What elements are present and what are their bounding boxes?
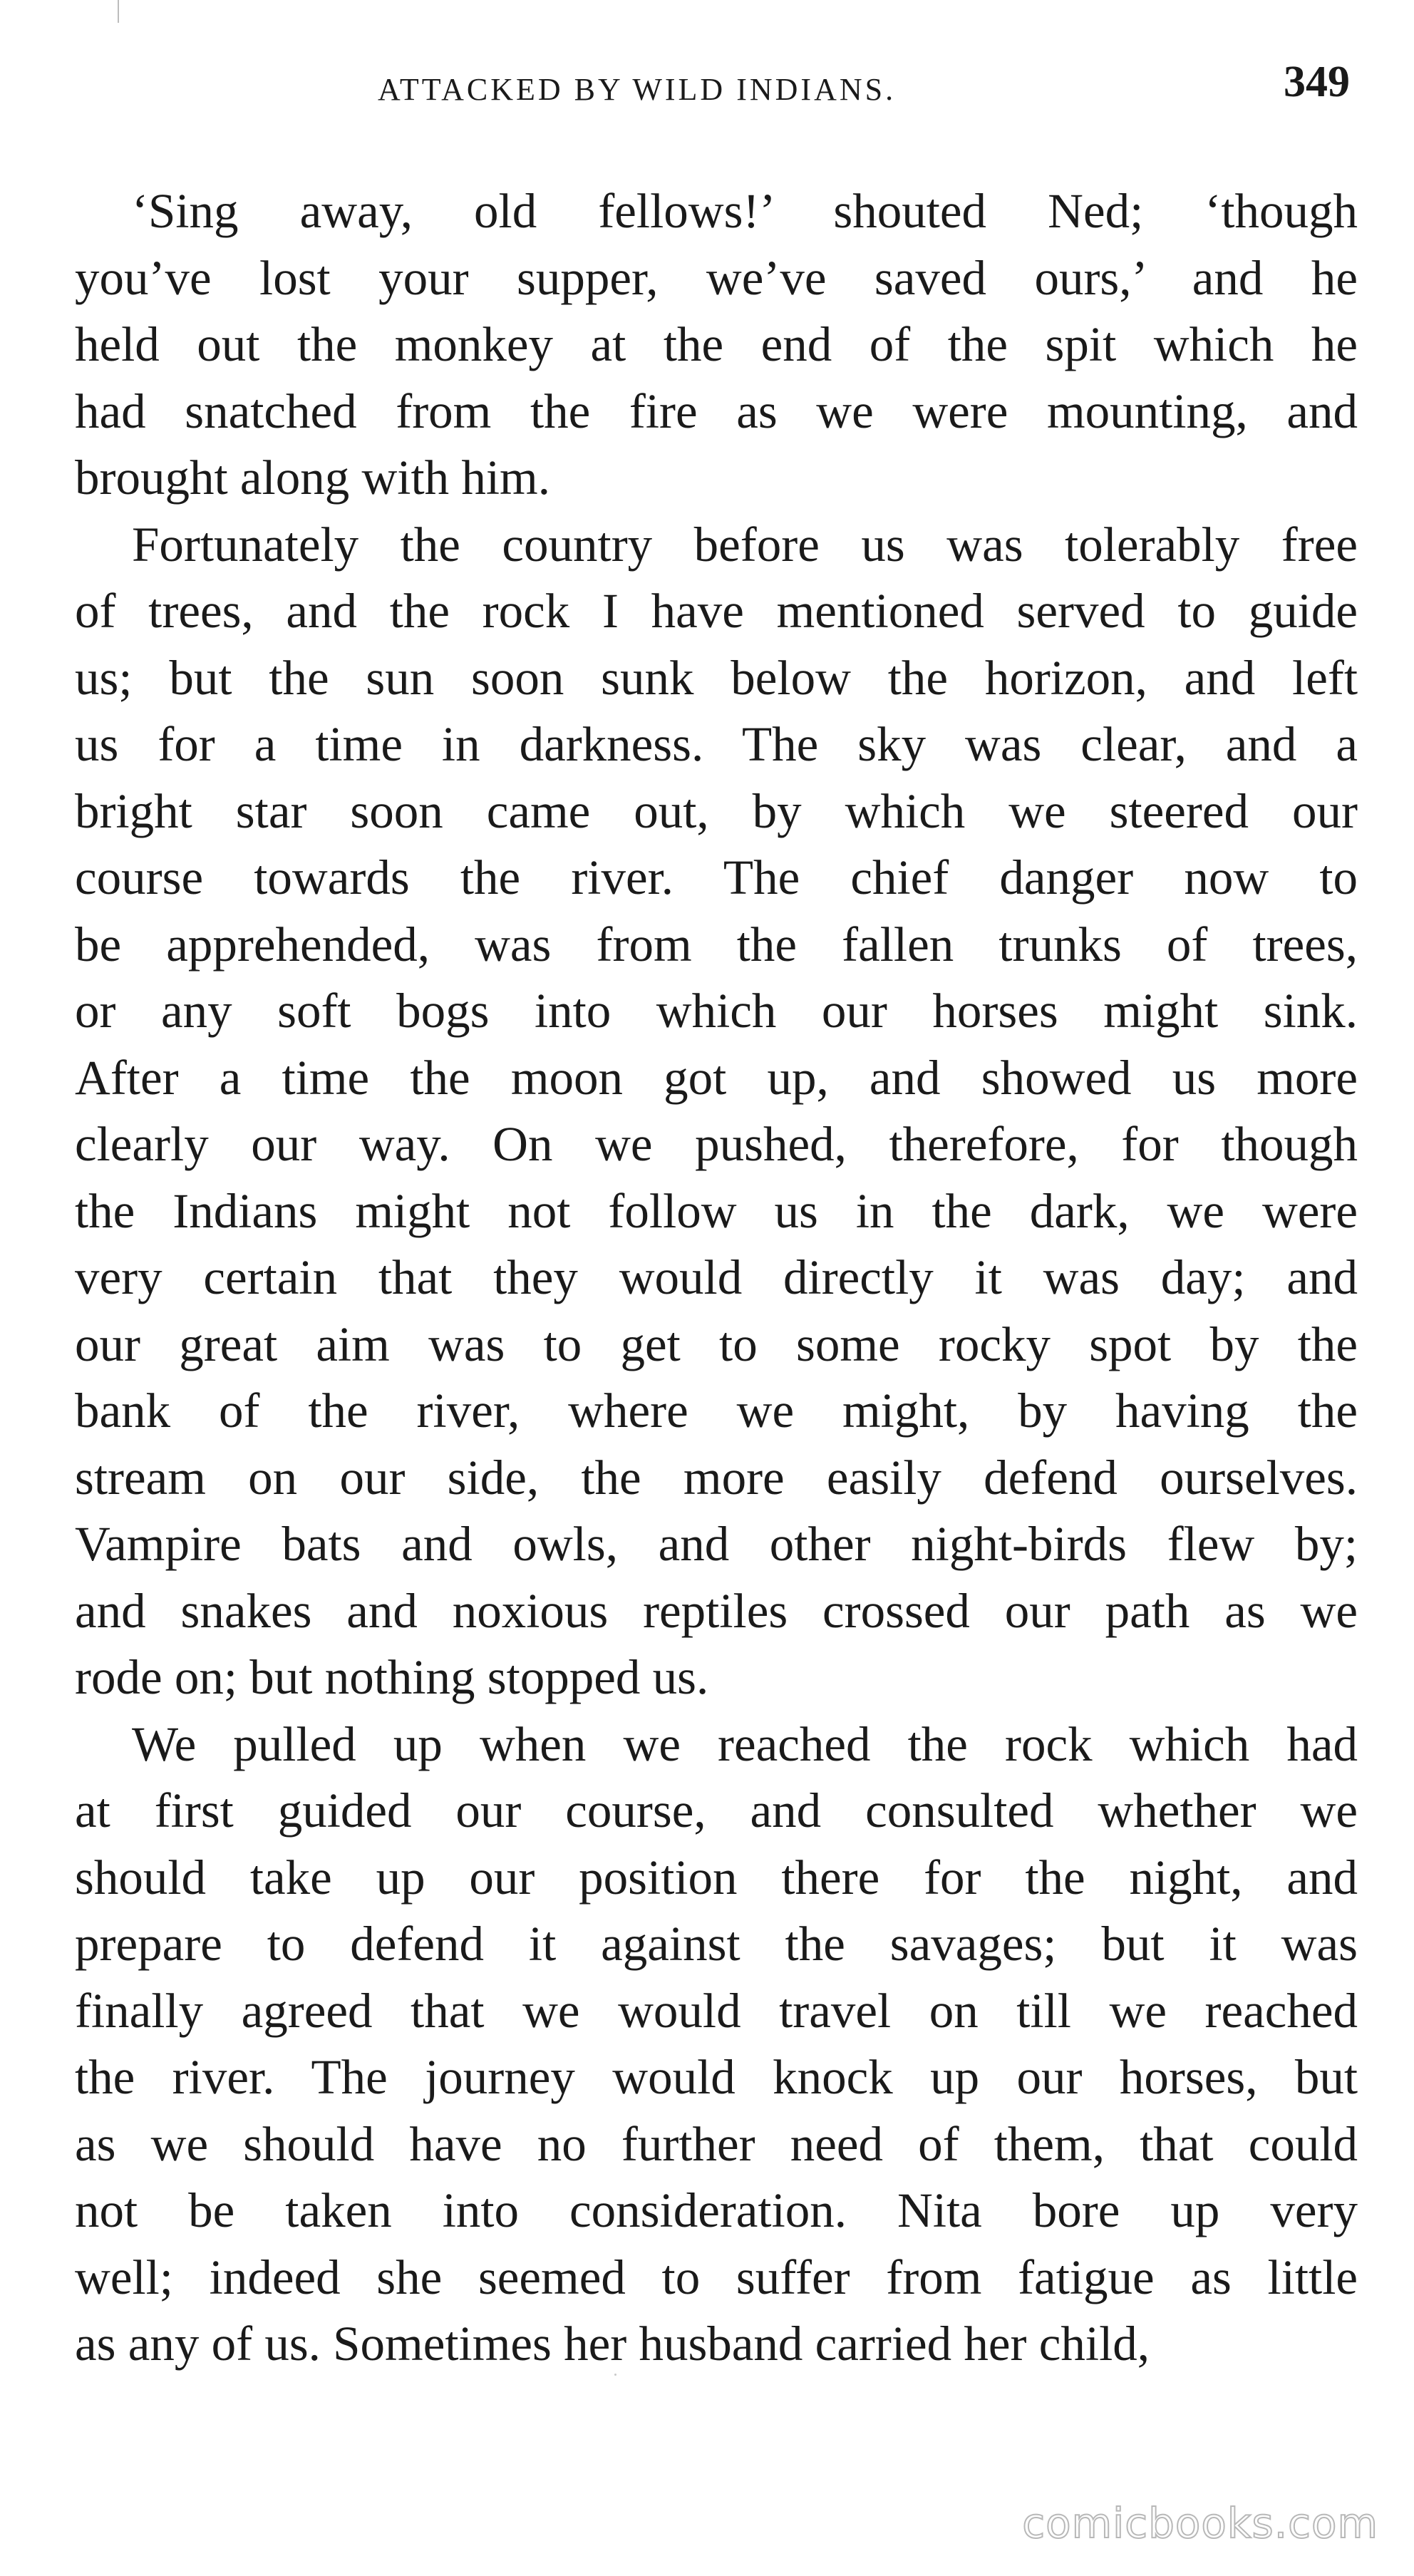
text-line: be apprehended, was from the fallen trunks of trees, [75, 917, 1358, 972]
text-line: bright star soon came out, by which we steered our [75, 783, 1358, 838]
text-line: ‘Sing away, old fellows!’ shouted Ned; ‘though [132, 184, 1358, 238]
text-line: rode on; but nothing stopped us. [75, 1650, 709, 1704]
watermark: comicbooks.com [1022, 2499, 1378, 2547]
print-speck [614, 2374, 616, 2376]
text-line: course towards the river. The chief danger now to [75, 850, 1358, 905]
text-line: After a time the moon got up, and showed us more [75, 1050, 1358, 1105]
text-line: you’ve lost your supper, we’ve saved ours,’ and he [75, 250, 1358, 305]
body-text [75, 178, 1358, 2378]
text-line: not be taken into consideration. Nita bore up very [75, 2183, 1358, 2237]
text-line: or any soft bogs into which our horses might sink. [75, 984, 1358, 1038]
running-title: ATTACKED BY WILD INDIANS. [378, 72, 897, 107]
text-line: brought along with him. [75, 450, 550, 505]
text-line: our great aim was to get to some rocky spot by the [75, 1317, 1358, 1371]
text-line: stream on our side, the more easily defend ourselves. [75, 1450, 1358, 1505]
paragraph [75, 512, 1358, 1711]
text-line: of trees, and the rock I have mentioned served to guide [75, 584, 1358, 638]
text-line: We pulled up when we reached the rock which had [132, 1716, 1358, 1771]
text-line: held out the monkey at the end of the spit which he [75, 317, 1358, 371]
text-line: the Indians might not follow us in the dark, we were [75, 1183, 1358, 1238]
text-line: clearly our way. On we pushed, therefore, for though [75, 1117, 1358, 1171]
text-line: us for a time in darkness. The sky was clear, and a [75, 717, 1358, 771]
text-line: prepare to defend it against the savages; but it was [75, 1917, 1358, 1971]
page-number: 349 [1284, 58, 1350, 106]
text-line: had snatched from the fire as we were mounting, and [75, 383, 1358, 438]
text-line: bank of the river, where we might, by having the [75, 1384, 1358, 1438]
text-line: should take up our position there for the night, and [75, 1850, 1358, 1905]
text-line: well; indeed she seemed to suffer from fatigue as little [75, 2250, 1358, 2304]
text-line: as any of us. Sometimes her husband carried her child, [75, 2317, 1150, 2371]
text-line: the river. The journey would knock up our horses, but [75, 2050, 1358, 2104]
text-line: us; but the sun soon sunk below the horizon, and left [75, 650, 1358, 705]
text-line: and snakes and noxious reptiles crossed our path as we [75, 1583, 1358, 1638]
text-line: as we should have no further need of them, that could [75, 2116, 1358, 2171]
paragraph [75, 1711, 1358, 2378]
text-line: Vampire bats and owls, and other night-birds flew by; [75, 1517, 1358, 1571]
text-line: Fortunately the country before us was tolerably free [132, 517, 1358, 572]
paragraph [75, 178, 1358, 512]
text-line: very certain that they would directly it was day; and [75, 1250, 1358, 1304]
text-line: finally agreed that we would travel on till we reached [75, 1983, 1358, 2038]
text-line: at first guided our course, and consulted whether we [75, 1783, 1358, 1838]
crop-mark [118, 0, 119, 23]
